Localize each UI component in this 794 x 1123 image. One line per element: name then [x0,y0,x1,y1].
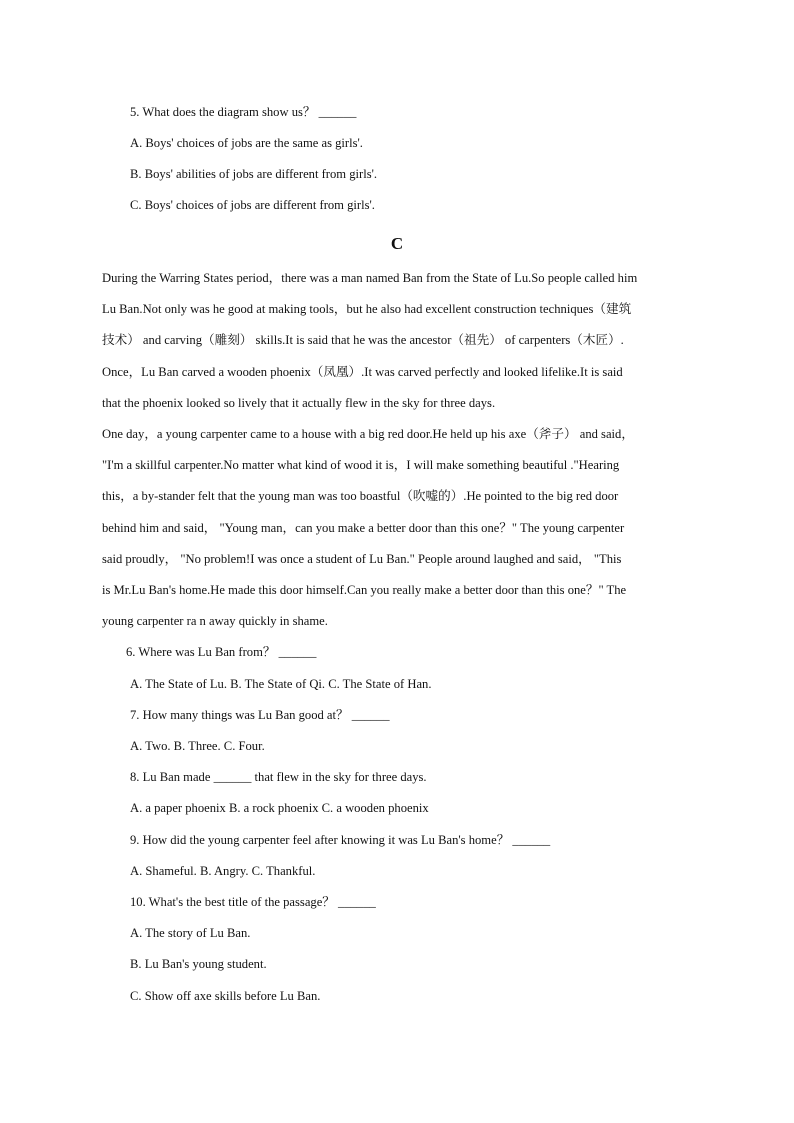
question-9: 9. How did the young carpenter feel after knowing it was Lu Ban's home？ ______ [130,833,551,847]
question-7: 7. How many things was Lu Ban good at？ ______ [130,708,390,722]
question-5-option-a: A. Boys' choices of jobs are the same as girls'. [130,136,363,150]
passage-line: "I'm a skillful carpenter.No matter what kind of wood it is，I will make something beautiful ."Hearing [102,458,620,472]
passage-line: behind him and said， "Young man，can you make a better door than this one？" The young carpenter [102,521,625,535]
question-9-options: A. Shameful. B. Angry. C. Thankful. [130,864,316,878]
section-heading: C [390,234,404,253]
passage-line: said proudly， "No problem!I was once a student of Lu Ban." People around laughed and said， "This [102,552,622,566]
question-6-options: A. The State of Lu. B. The State of Qi. C. The State of Han. [130,677,432,691]
question-8: 8. Lu Ban made ______ that flew in the sky for three days. [130,770,427,784]
question-10: 10. What's the best title of the passage？ ______ [130,895,376,909]
passage-line: this，a by-stander felt that the young man was too boastful（吹嘘的）.He pointed to the big red door [102,489,619,503]
passage-line: One day，a young carpenter came to a house with a big red door.He held up his axe（斧子） and said， [102,427,634,441]
question-5-option-c: C. Boys' choices of jobs are different from girls'. [130,198,375,212]
passage-line: Once，Lu Ban carved a wooden phoenix（凤凰）.It was carved perfectly and looked lifelike.It is said [102,365,623,379]
passage-line: 技术） and carving（雕刻） skills.It is said that he was the ancestor（祖先） of carpenters（木匠）. [102,333,624,347]
question-8-options: A. a paper phoenix B. a rock phoenix C. a wooden phoenix [130,801,429,815]
passage-line: During the Warring States period，there was a man named Ban from the State of Lu.So people called him [102,271,638,285]
passage-line: that the phoenix looked so lively that it actually flew in the sky for three days. [102,396,496,410]
question-6: 6. Where was Lu Ban from？ ______ [126,645,317,659]
passage-line: young carpenter ra n away quickly in shame. [102,614,328,628]
question-5: 5. What does the diagram show us？ ______ [130,105,357,119]
question-7-options: A. Two. B. Three. C. Four. [130,739,265,753]
question-10-option-b: B. Lu Ban's young student. [130,957,267,971]
question-10-option-a: A. The story of Lu Ban. [130,926,251,940]
passage-line: is Mr.Lu Ban's home.He made this door himself.Can you really make a better door than this one？" The [102,583,627,597]
passage-line: Lu Ban.Not only was he good at making tools，but he also had excellent construction techniques（建筑 [102,302,632,316]
question-10-option-c: C. Show off axe skills before Lu Ban. [130,989,321,1003]
question-5-option-b: B. Boys' abilities of jobs are different from girls'. [130,167,378,181]
